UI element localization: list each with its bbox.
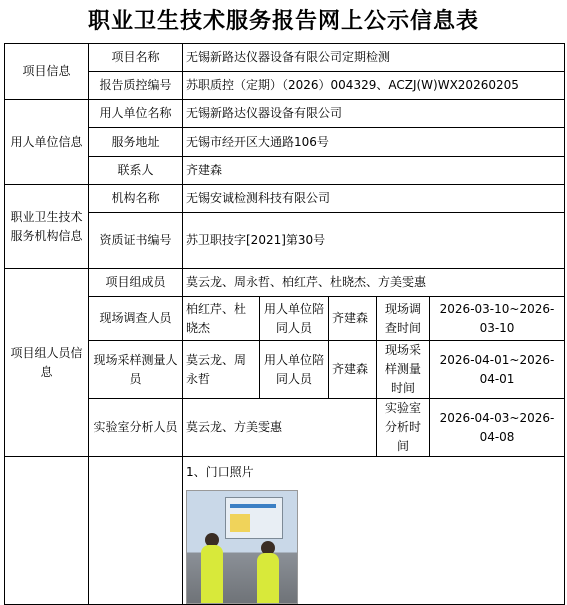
row-employer-name — [5, 100, 565, 128]
lab-time-value: 2026-04-03~2026-04-08 — [430, 399, 565, 457]
photo-caption: 1、门口照片 — [186, 465, 254, 479]
row-service-address — [5, 128, 565, 157]
row-members — [5, 269, 565, 297]
survey-accomp-label: 用人单位陪同人员 — [260, 297, 329, 341]
agency-name-value: 无锡安诚检测科技有限公司 — [183, 185, 565, 213]
sampling-accomp-value: 齐建森 — [329, 341, 377, 399]
section-employer: 用人单位信息 — [5, 100, 89, 185]
cert-number-value: 苏卫职技字[2021]第30号 — [183, 213, 565, 269]
cert-number-label: 资质证书编号 — [89, 213, 183, 269]
photo-person-vest — [201, 545, 223, 603]
photos-blank-section — [5, 457, 89, 605]
photos-cell — [183, 457, 565, 605]
photos-blank-label — [89, 457, 183, 605]
row-sampling — [5, 341, 565, 399]
row-cert-number — [5, 213, 565, 269]
row-survey — [5, 297, 565, 341]
lab-time-label: 实验室分析时间 — [377, 399, 430, 457]
employer-name-value: 无锡新路达仪器设备有限公司 — [183, 100, 565, 128]
sampling-time-value: 2026-04-01~2026-04-01 — [430, 341, 565, 399]
report-code-value: 苏职质控（定期）（2026）004329、ACZJ(W)WX20260205 — [183, 72, 565, 100]
row-project-name — [5, 44, 565, 72]
row-photos — [5, 457, 565, 605]
survey-time-value: 2026-03-10~2026-03-10 — [430, 297, 565, 341]
row-contact — [5, 157, 565, 185]
sampling-label: 现场采样测量人员 — [89, 341, 183, 399]
sampling-time-label: 现场采样测量时间 — [377, 341, 430, 399]
survey-label: 现场调查人员 — [89, 297, 183, 341]
project-name-value: 无锡新路达仪器设备有限公司定期检测 — [183, 44, 565, 72]
members-value: 莫云龙、周永哲、柏红芹、杜晓杰、方美雯惠 — [183, 269, 565, 297]
agency-name-label: 机构名称 — [89, 185, 183, 213]
page-title: 职业卫生技术服务报告网上公示信息表 — [87, 9, 479, 34]
section-staff: 项目组人员信息 — [5, 269, 89, 457]
row-agency-name — [5, 185, 565, 213]
service-address-value: 无锡市经开区大通路106号 — [183, 128, 565, 157]
sampling-accomp-label: 用人单位陪同人员 — [260, 341, 329, 399]
sampling-people: 莫云龙、周永哲 — [183, 341, 260, 399]
section-agency: 职业卫生技术服务机构信息 — [5, 185, 89, 269]
section-project: 项目信息 — [5, 44, 89, 100]
info-table — [4, 43, 565, 605]
members-label: 项目组成员 — [89, 269, 183, 297]
survey-people: 柏红芹、杜晓杰 — [183, 297, 260, 341]
entrance-photo — [186, 490, 298, 604]
row-lab — [5, 399, 565, 457]
photo-person-vest — [257, 553, 279, 603]
service-address-label: 服务地址 — [89, 128, 183, 157]
photo-signboard — [225, 497, 283, 539]
report-code-label: 报告质控编号 — [89, 72, 183, 100]
row-report-code — [5, 72, 565, 100]
lab-people: 莫云龙、方美雯惠 — [183, 399, 377, 457]
survey-time-label: 现场调查时间 — [377, 297, 430, 341]
project-name-label: 项目名称 — [89, 44, 183, 72]
employer-name-label: 用人单位名称 — [89, 100, 183, 128]
contact-label: 联系人 — [89, 157, 183, 185]
lab-label: 实验室分析人员 — [89, 399, 183, 457]
contact-value: 齐建森 — [183, 157, 565, 185]
survey-accomp-value: 齐建森 — [329, 297, 377, 341]
